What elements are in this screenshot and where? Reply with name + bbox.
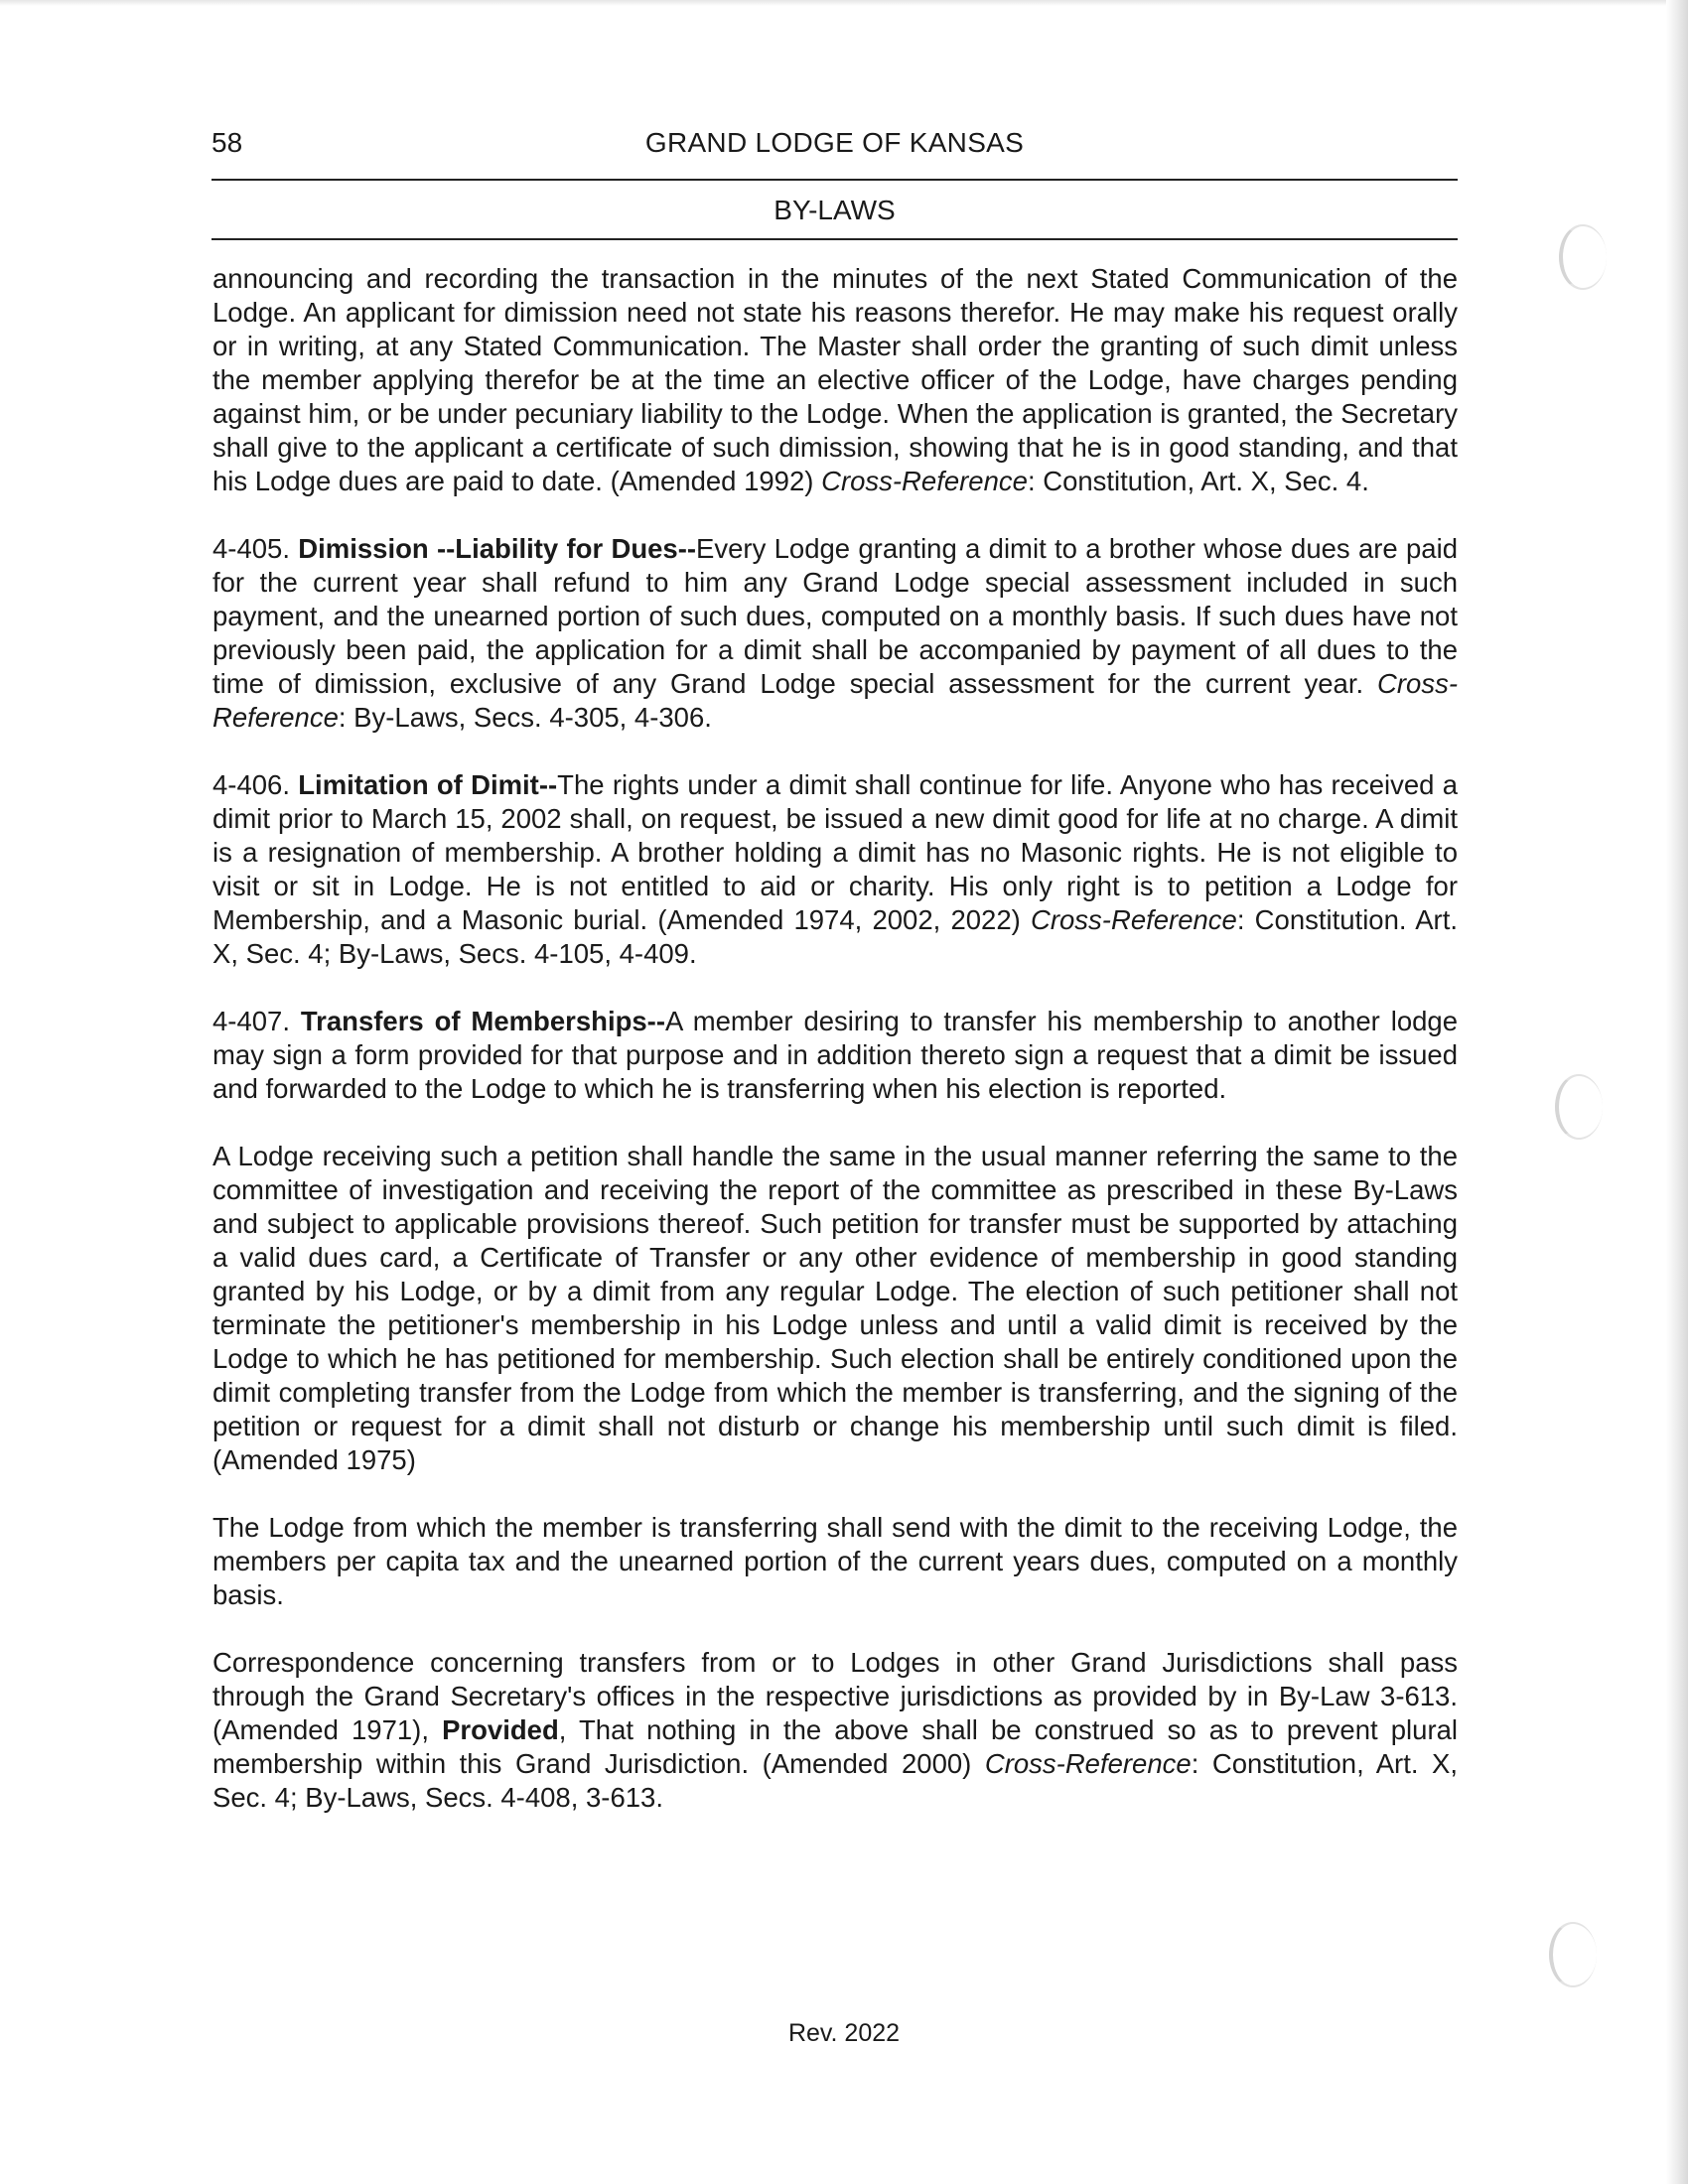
page-number: 58 [211, 127, 243, 158]
paragraph-text: Every Lodge granting a dimit to a brother whose dues are paid for the current year shall refund to him any Grand Lodge special assessment included in such payment, and the unearned portion of such dues, computed on a monthly basis. If such dues have not previously been paid, the application for a dimit shall be accompanied by payment of all dues to the time of dimission, exclusive of any Grand Lodge special assessment for the current year. [212, 533, 1458, 699]
paragraph-p6 [212, 1511, 1458, 1612]
paragraph-text: A member desiring to transfer his membership to another lodge may sign a form provided for that purpose and in addition thereto sign a request that a dimit be issued and forwarded to the Lodge to which he is transferring when his election is reported. [212, 1006, 1459, 1104]
section-number: 4-406. [212, 769, 290, 800]
paragraph-p4 [212, 1005, 1458, 1106]
paragraph-text [290, 769, 298, 800]
section-number: 4-405. [212, 533, 290, 564]
cross-reference-label: Cross-Reference [212, 668, 1458, 733]
header-rule-top [211, 179, 1458, 181]
document-body [212, 262, 1458, 1848]
paragraph-text [290, 1006, 301, 1036]
paragraph-p2 [212, 532, 1458, 735]
paragraph-text: A Lodge receiving such a petition shall handle the same in the usual manner referring the same to the committee of investigation and receiving the report of the committee as prescribed in these By-Laws and subject to applicable provisions thereof. Such petition for transfer must be supported by attaching a valid dues card, a Certificate of Transfer or any other evidence of membership in good standing granted by his Lodge, or by a dimit from any regular Lodge. The election of such petitioner shall not terminate the petitioner's membership in his Lodge unless and until a valid dimit is received by the Lodge to which he has petitioned for membership. Such election shall be entirely conditioned upon the dimit completing transfer from the Lodge from which the member is transferring, and the signing of the petition or request for a dimit shall not disturb or change his membership until such dimit is filed. (Amended 1975) [212, 1141, 1458, 1475]
paragraph-text: , That nothing in the above shall be construed so as to prevent plural membership within this Grand Jurisdiction. (Amended 2000) [212, 1714, 1459, 1779]
paragraph-text: The Lodge from which the member is transferring shall send with the dimit to the receiving Lodge, the members per capita tax and the unearned portion of the current years dues, computed on a monthly basis. [212, 1512, 1458, 1610]
header-rule-bottom [211, 238, 1458, 240]
cross-reference-label: Cross-Reference [821, 466, 1028, 496]
scan-top-edge [0, 0, 1688, 6]
paragraph-text: : Constitution. Art. X, Sec. 4; By-Laws, Secs. 4-105, 4-409. [212, 904, 1458, 969]
paragraph-text: : By-Laws, Secs. 4-305, 4-306. [338, 702, 712, 733]
paragraph-text: The rights under a dimit shall continue for life. Anyone who has received a dimit prior to March 15, 2002 shall, on request, be issued a new dimit good for life at no charge. A dimit is a resignation of membership. A brother holding a dimit has no Masonic rights. He is not eligible to visit or sit in Lodge. He is not entitled to aid or charity. His only right is to petition a Lodge for Membership, and a Masonic burial. (Amended 1974, 2002, 2022) [212, 769, 1459, 935]
paragraph-text: : Constitution, Art. X, Sec. 4; By-Laws, Secs. 4-408, 3-613. [212, 1748, 1458, 1813]
running-header-title: GRAND LODGE OF KANSAS [644, 127, 1025, 158]
section-title: Limitation of Dimit-- [298, 769, 558, 800]
section-number: 4-407. [212, 1006, 290, 1036]
scan-right-edge [1666, 0, 1688, 2184]
binder-hole-icon [1555, 1074, 1603, 1140]
section-title: Provided [442, 1714, 559, 1745]
revision-footer: Rev. 2022 [787, 2019, 901, 2047]
cross-reference-label: Cross-Reference [1030, 904, 1237, 935]
paragraph-p3 [212, 768, 1458, 971]
section-title: Transfers of Memberships-- [300, 1006, 665, 1036]
paragraph-text: announcing and recording the transaction in the minutes of the next Stated Communication of the Lodge. An applicant for dimission need not state his reasons therefor. He may make his request orally or in writing, at any Stated Communication. The Master shall order the granting of such dimit unless the member applying therefor be at the time an elective officer of the Lodge, have charges pending against him, or be under pecuniary liability to the Lodge. When the application is granted, the Secretary shall give to the applicant a certificate of such dimission, showing that he is in good standing, and that his Lodge dues are paid to date. (Amended 1992) [212, 263, 1458, 496]
cross-reference-label: Cross-Reference [984, 1748, 1192, 1779]
binder-hole-icon [1549, 1922, 1597, 1987]
paragraph-p5 [212, 1140, 1458, 1477]
paragraph-text: : Constitution, Art. X, Sec. 4. [1027, 466, 1369, 496]
paragraph-p7 [212, 1646, 1458, 1815]
section-heading: BY-LAWS [774, 195, 896, 225]
paragraph-text: Correspondence concerning transfers from or to Lodges in other Grand Jurisdictions shall pass through the Grand Secretary's offices in the respective jurisdictions as provided by in By-Law 3-613. (Amended 1971), [212, 1647, 1458, 1745]
binder-hole-icon [1559, 224, 1607, 290]
paragraph-p1 [212, 262, 1458, 498]
section-title: Dimission --Liability for Dues-- [298, 533, 697, 564]
